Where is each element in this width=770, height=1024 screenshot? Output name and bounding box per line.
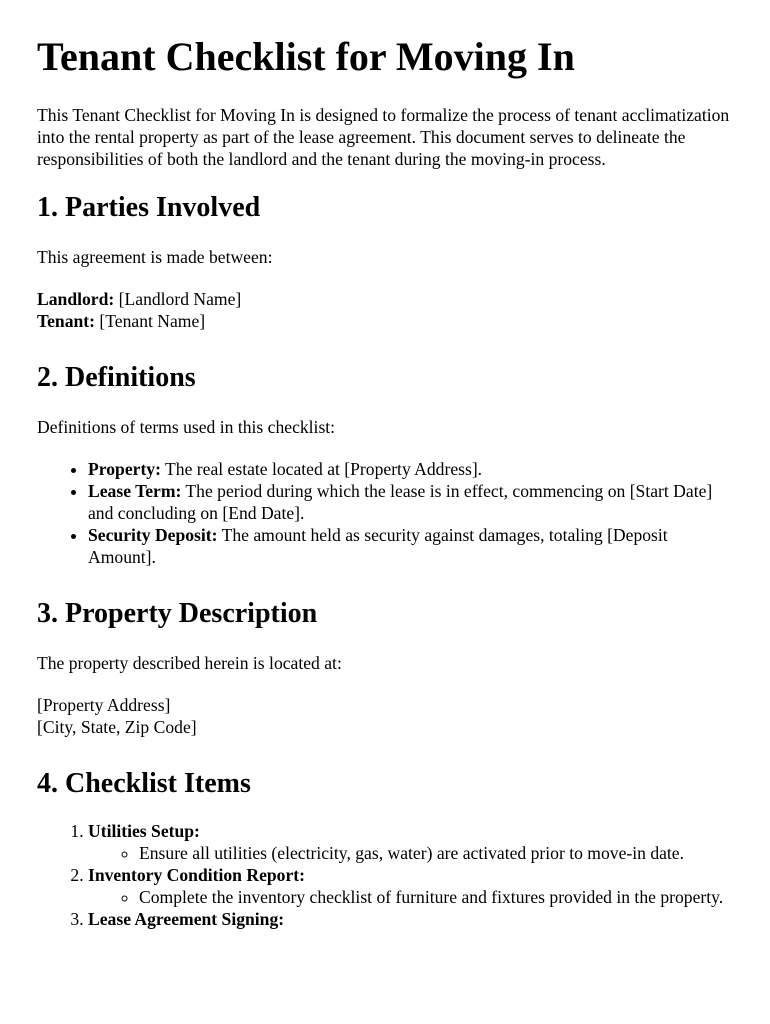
landlord-label: Landlord:: [37, 289, 115, 309]
parties-block: [37, 288, 737, 332]
checklist-sub-list: [88, 886, 737, 908]
checklist-item-title: Utilities Setup:: [88, 821, 200, 841]
definitions-lead: Definitions of terms used in this checklist:: [37, 417, 336, 437]
definition-text: The real estate located at [Property Address].: [160, 459, 483, 479]
tenant-label: Tenant:: [37, 311, 96, 331]
property-address-line: [Property Address]: [37, 695, 171, 715]
definition-item: [88, 458, 737, 480]
tenant-value: [Tenant Name]: [95, 311, 206, 331]
definitions-list: [37, 458, 737, 568]
definition-term: Property:: [88, 459, 161, 479]
property-address-block: [37, 694, 737, 738]
checklist-item-title: Inventory Condition Report:: [88, 865, 305, 885]
checklist-item: [88, 908, 737, 930]
document-page: [37, 0, 737, 930]
section-heading-definitions: 2. Definitions: [37, 362, 196, 393]
checklist-list: [37, 820, 737, 930]
definition-term: Lease Term:: [88, 481, 182, 501]
definition-item: [88, 480, 737, 524]
landlord-value: [Landlord Name]: [114, 289, 242, 309]
definition-item: [88, 524, 737, 568]
document-title: Tenant Checklist for Moving In: [37, 34, 575, 79]
parties-lead: This agreement is made between:: [37, 247, 273, 267]
property-city-line: [City, State, Zip Code]: [37, 717, 197, 737]
section-heading-property-description: 3. Property Description: [37, 598, 318, 629]
landlord-line: [37, 289, 241, 309]
checklist-item: [88, 864, 737, 908]
checklist-sub-item: ◦ Complete the inventory checklist of furniture and fixtures provided in the property.: [139, 886, 737, 908]
checklist-sub-list: [88, 842, 737, 864]
checklist-item-title: Lease Agreement Signing:: [88, 909, 285, 929]
definition-term: Security Deposit:: [88, 525, 218, 545]
section-heading-checklist-items: 4. Checklist Items: [37, 768, 251, 799]
definition-text: The period during which the lease is in effect, commencing on [Start Date] and concluding on [End Date].: [88, 481, 713, 523]
definition-text: The amount held as security against damages, totaling [Deposit Amount].: [88, 525, 668, 567]
property-lead: The property described herein is located at:: [37, 653, 342, 673]
checklist-item: [88, 820, 737, 864]
intro-paragraph: This Tenant Checklist for Moving In is designed to formalize the process of tenant acclimatization into the rental property as part of the lease agreement. This document serves to delineate the responsibilities of both the landlord and the tenant during the moving-in process.: [37, 105, 730, 169]
checklist-sub-item: ◦ Ensure all utilities (electricity, gas, water) are activated prior to move-in date.: [139, 842, 737, 864]
tenant-line: [37, 311, 205, 331]
section-heading-parties: 1. Parties Involved: [37, 192, 261, 223]
